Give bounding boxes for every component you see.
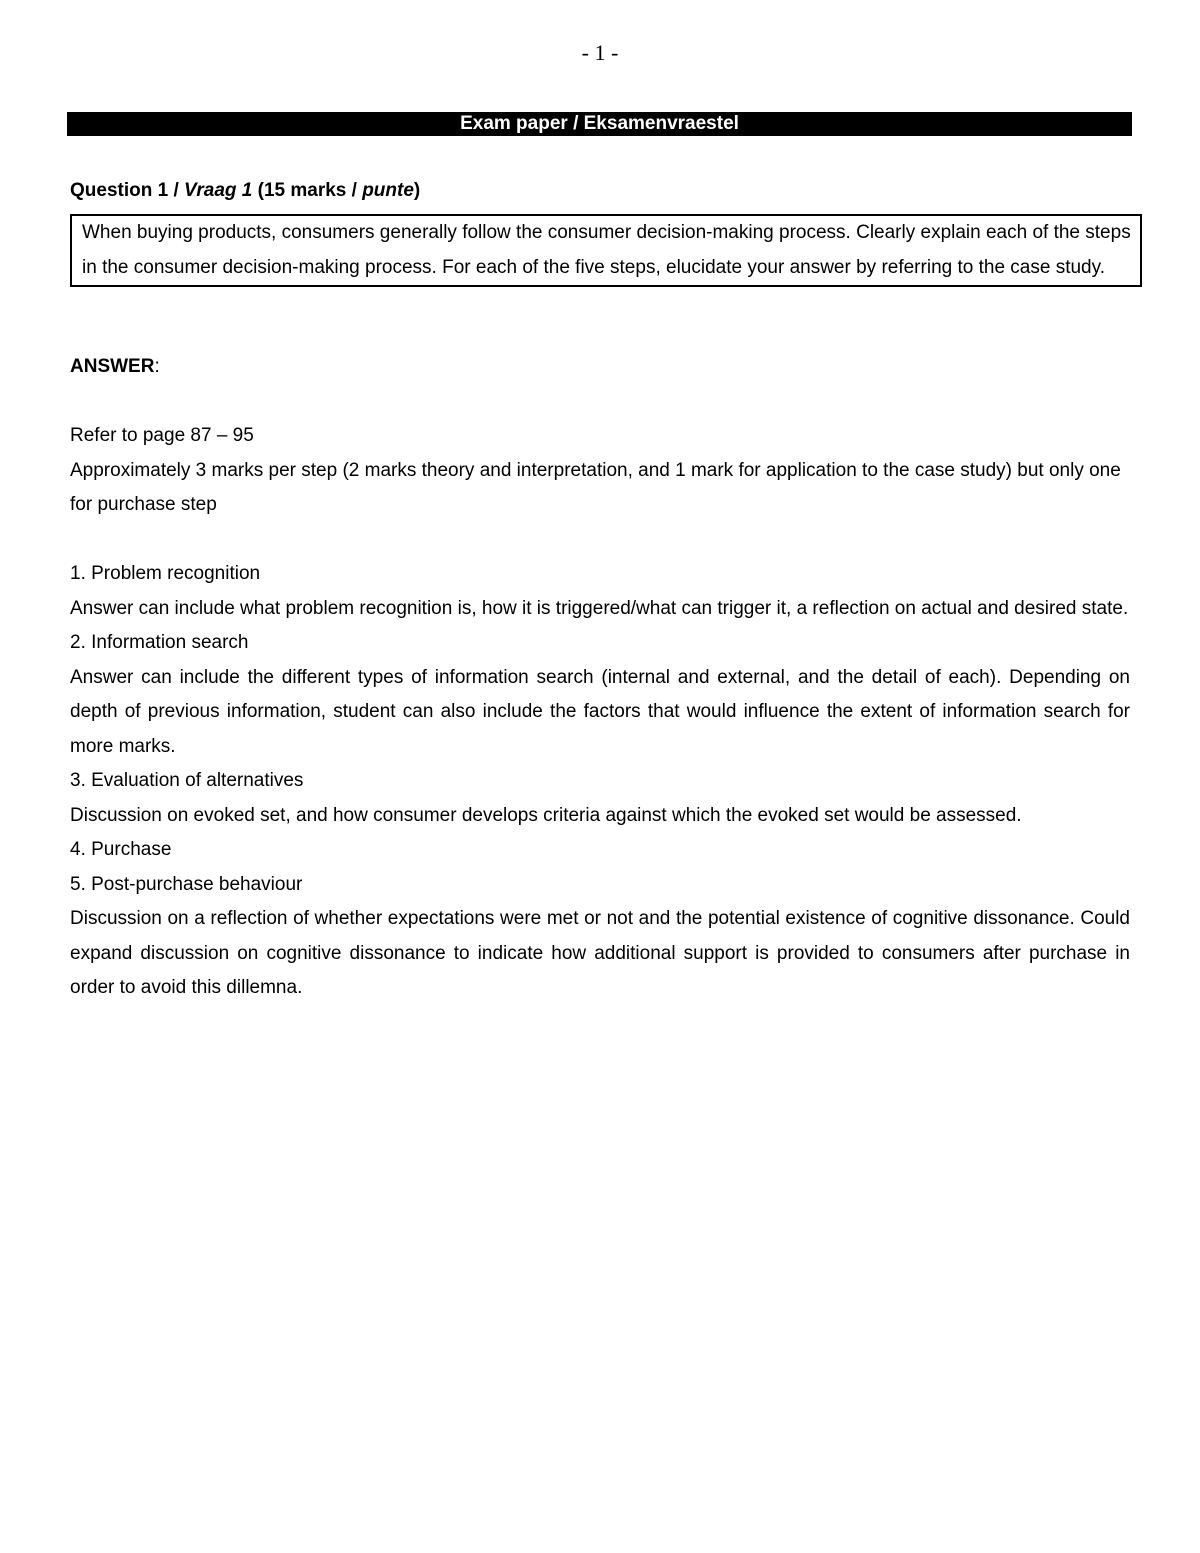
page-number: - 1 - (581, 40, 619, 65)
step-detail: Answer can include the different types of information search (internal and external, and the detail of each). Depending on depth of previous information, student can also include the factors that would influence the extent of information search for more marks. (70, 666, 1130, 757)
step-detail: Discussion on a reflection of whether expectations were met or not and the potential existence of cognitive dissonance. Could expand discussion on cognitive dissonance to indicate how additional support is provided to consumers after purchase in order to avoid this dillemna. (70, 908, 1130, 998)
step-title: 5. Post-purchase behaviour (70, 873, 303, 895)
answer-heading (70, 350, 1130, 385)
question-text: When buying products, consumers generally follow the consumer decision-making process. Clearly explain each of the steps in the consumer decision-making process. For each of the five steps, elucidate your answer by referring to the case study. (82, 222, 1131, 278)
question-box (70, 214, 1142, 287)
step-title: 2. Information search (70, 632, 249, 653)
question-marks-close: ) (413, 180, 421, 201)
answer-reference: Refer to page 87 – 95 (70, 425, 254, 446)
question-label-en: Question 1 / (70, 180, 185, 201)
exam-title-bar: Exam paper / Eksamenvraestel (67, 112, 1132, 136)
step-title: 1. Problem recognition (70, 563, 261, 584)
answer-section (70, 350, 1130, 1006)
step-detail: Discussion on evoked set, and how consumer develops criteria against which the evoked set would be assessed. (70, 804, 1022, 826)
answer-label: ANSWER (70, 356, 155, 377)
step-title: 4. Purchase (70, 839, 172, 860)
question-heading (70, 180, 420, 202)
answer-label-suffix: : (154, 356, 160, 377)
question-marks-af: punte (362, 180, 414, 201)
question-marks-open: (15 marks / (252, 180, 363, 201)
step-title: 3. Evaluation of alternatives (70, 770, 304, 791)
question-label-af: Vraag 1 (184, 180, 253, 201)
step-detail: Answer can include what problem recognition is, how it is triggered/what can trigger it, a reflection on actual and desired state. (70, 597, 1129, 619)
answer-marking-note: Approximately 3 marks per step (2 marks theory and interpretation, and 1 mark for application to the case study) but only one for purchase step (70, 459, 1121, 515)
